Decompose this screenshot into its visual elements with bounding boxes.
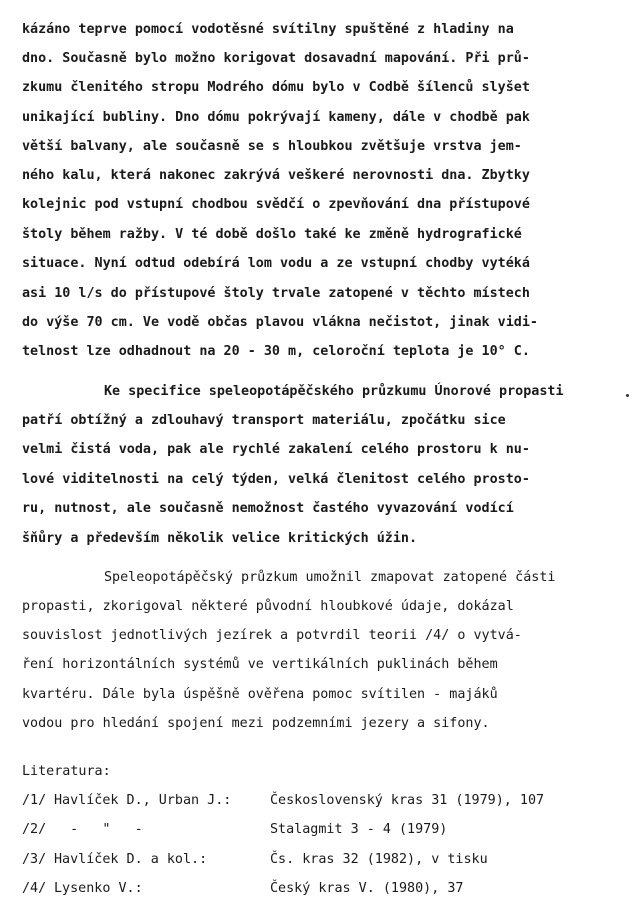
text-line: kolejnic pod vstupní chodbou svědčí o zpevňování dna přístupové <box>22 197 530 212</box>
reference-item <box>0 881 642 899</box>
text-line: souvislost jednotlivých jezírek a potvrdil teorii /4/ o vytvá- <box>22 628 522 643</box>
reference-number: /3/ <box>22 852 47 867</box>
reference-item <box>0 822 642 840</box>
text-line: velmi čistá voda, pak ale rychlé zakalení celého prostoru k nu- <box>22 442 530 457</box>
text-line: Ke specifice speleopotápěčského průzkumu Únorové propasti <box>104 384 564 399</box>
text-line: asi 10 l/s do přístupové štoly trvale zatopené v těchto místech <box>22 286 530 301</box>
reference-item <box>0 852 642 870</box>
text-line: štoly během ražby. V té době došlo také ke změně hydrografické <box>22 227 522 242</box>
text-line: ného kalu, která nakonec zakrývá veškeré nerovnosti dna. Zbytky <box>22 168 530 183</box>
text-line: telnost lze odhadnout na 20 - 30 m, celoroční teplota je 10° C. <box>22 344 530 359</box>
text-line: propasti, zkorigoval některé původní hloubkové údaje, dokázal <box>22 599 514 614</box>
text-line: zkumu členitého stropu Modrého dómu bylo v Codbě šílenců slyšet <box>22 80 530 95</box>
text-line: větší balvany, ale současně se s hloubkou zvětšuje vrstva jem- <box>22 139 522 154</box>
literature-heading: Literatura: <box>22 764 111 779</box>
text-line: do výše 70 cm. Ve vodě občas plavou vlákna nečistot, jinak vidi- <box>22 315 538 330</box>
reference-item <box>0 793 642 811</box>
text-line: dno. Současně bylo možno korigovat dosavadní mapování. Při prů- <box>22 51 530 66</box>
text-line: unikající bubliny. Dno dómu pokrývají kameny, dále v chodbě pak <box>22 110 530 125</box>
reference-source: Český kras V. (1980), 37 <box>270 881 464 896</box>
text-line: Speleopotápěčský průzkum umožnil zmapovat zatopené části <box>104 570 556 585</box>
text-line: patří obtížný a zdlouhavý transport materiálu, zpočátku sice <box>22 413 506 428</box>
reference-author: - " - <box>54 822 143 837</box>
text-line: ru, nutnost, ale současně nemožnost častého vyvazování vodící <box>22 501 514 516</box>
reference-number: /2/ <box>22 822 47 837</box>
reference-author: Havlíček D., Urban J.: <box>54 793 232 808</box>
reference-author: Lysenko V.: <box>54 881 143 896</box>
text-line: šňůry a především několik velice kritických úžin. <box>22 531 418 546</box>
text-line: situace. Nyní odtud odebírá lom vodu a ze vstupní chodby vytéká <box>22 256 530 271</box>
margin-mark <box>626 394 629 397</box>
reference-source: Čs. kras 32 (1982), v tisku <box>270 852 488 867</box>
text-line: kvartéru. Dále byla úspěšně ověřena pomoc svítilen - majáků <box>22 687 498 702</box>
reference-number: /1/ <box>22 793 47 808</box>
text-line: vodou pro hledání spojení mezi podzemními jezery a sifony. <box>22 716 490 731</box>
reference-number: /4/ <box>22 881 47 896</box>
reference-author: Havlíček D. a kol.: <box>54 852 208 867</box>
text-line: ření horizontálních systémů ve vertikálních puklinách během <box>22 657 498 672</box>
text-line: lové viditelnosti na celý týden, velká členitost celého prosto- <box>22 472 530 487</box>
reference-source: Československý kras 31 (1979), 107 <box>270 793 545 808</box>
reference-source: Stalagmit 3 - 4 (1979) <box>270 822 448 837</box>
text-line: kázáno teprve pomocí vodotěsné svítilny spuštěné z hladiny na <box>22 22 514 37</box>
